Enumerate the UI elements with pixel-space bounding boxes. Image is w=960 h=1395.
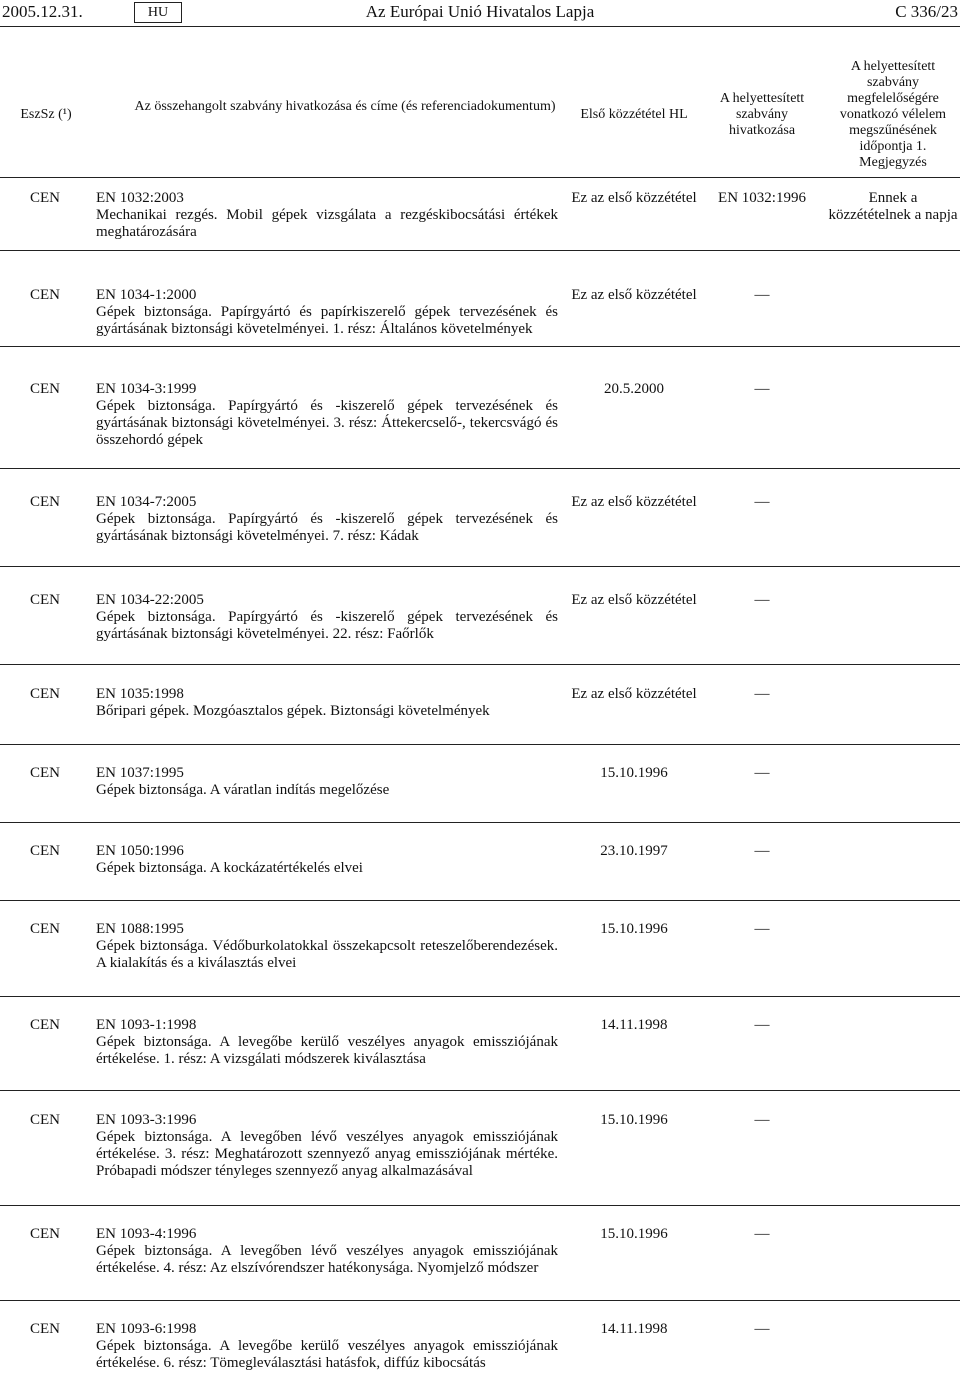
first-publication-cell: 15.10.1996: [600, 921, 668, 937]
reference-cell: [96, 1112, 558, 1180]
publication-date: 2005.12.31.: [2, 2, 83, 21]
reference-cell: [96, 287, 558, 338]
row-separator: [0, 1205, 960, 1206]
superseded-standard-cell: —: [754, 921, 770, 937]
organisation-cell: CEN: [30, 494, 60, 510]
organisation-cell: CEN: [30, 381, 60, 397]
superseded-standard-cell: —: [754, 1226, 770, 1242]
standard-number: EN 1088:1995: [96, 921, 184, 937]
row-separator: [0, 900, 960, 901]
standard-title: Gépek biztonsága. A levegőbe kerülő veszélyes anyagok emissziójának értékelése. 6. rész: Tömegleválasztási hatásfok, diffúz kibocsátás: [96, 1338, 558, 1371]
superseded-standard-cell: —: [754, 381, 770, 397]
first-publication-cell: Ez az első közzététel: [571, 287, 697, 303]
standard-title: Gépek biztonsága. A levegőben lévő veszélyes anyagok emissziójának értékelése. 3. rész: Meghatározott szennyező anyag emissziójának mértéke. Próbapadi módszer tényleges szennyező anyag alkalmazásával: [96, 1129, 558, 1179]
standard-title: Gépek biztonsága. A kockázatértékelés elvei: [96, 860, 363, 876]
standard-number: EN 1093-3:1996: [96, 1112, 197, 1128]
reference-cell: [96, 1017, 558, 1068]
row-separator: [0, 664, 960, 665]
standard-title: Gépek biztonsága. A levegőbe kerülő veszélyes anyagok emissziójának értékelése. 1. rész: A vizsgálati módszerek kiválasztása: [96, 1034, 558, 1067]
row-separator: [0, 1090, 960, 1091]
standard-title: Gépek biztonsága. Papírgyártó és -kiszerelő gépek tervezésének és gyártásának biztonsági követelményei. 22. rész: Faőrlők: [96, 609, 558, 642]
standard-number: EN 1032:2003: [96, 190, 184, 206]
reference-cell: [96, 494, 558, 545]
row-separator: [0, 250, 960, 251]
first-publication-cell: 23.10.1997: [600, 843, 668, 859]
organisation-cell: CEN: [30, 1321, 60, 1337]
superseded-standard-cell: EN 1032:1996: [718, 190, 806, 206]
standard-number: EN 1093-4:1996: [96, 1226, 197, 1242]
reference-cell: [96, 1226, 558, 1277]
superseded-standard-cell: —: [754, 1321, 770, 1337]
standard-number: EN 1034-22:2005: [96, 592, 204, 608]
row-separator: [0, 468, 960, 469]
first-publication-cell: 15.10.1996: [600, 765, 668, 781]
organisation-cell: CEN: [30, 1017, 60, 1033]
column-header-reference: Az összehangolt szabvány hivatkozása és címe (és referenciadokumentum): [134, 99, 556, 114]
standard-title: Mechanikai rezgés. Mobil gépek vizsgálata a rezgéskibocsátási értékek meghatározására: [96, 207, 558, 240]
row-separator: [0, 346, 960, 347]
first-publication-cell: 15.10.1996: [600, 1226, 668, 1242]
standard-number: EN 1037:1995: [96, 765, 184, 781]
table-header-rule: [0, 177, 960, 178]
standard-title: Gépek biztonsága. Védőburkolatokkal összekapcsolt reteszelőberendezések. A kialakítás és a kiválasztás elvei: [96, 938, 558, 971]
journal-title: Az Európai Unió Hivatalos Lapja: [365, 2, 595, 21]
standard-title: Gépek biztonsága. A levegőben lévő veszélyes anyagok emissziójának értékelése. 4. rész: Az elszívórendszer hatékonysága. Nyomjelző módszer: [96, 1243, 558, 1276]
organisation-cell: CEN: [30, 843, 60, 859]
standard-title: Gépek biztonsága. Papírgyártó és -kiszerelő gépek tervezésének és gyártásának biztonsági követelményei. 7. rész: Kádak: [96, 511, 558, 544]
column-header-esz: EszSz (¹): [20, 107, 72, 122]
first-publication-cell: 15.10.1996: [600, 1112, 668, 1128]
row-separator: [0, 1300, 960, 1301]
row-separator: [0, 996, 960, 997]
cessation-date-cell: Ennek a közzétételnek a napja: [828, 190, 958, 223]
standard-number: EN 1050:1996: [96, 843, 184, 859]
reference-cell: [96, 592, 558, 643]
row-separator: [0, 744, 960, 745]
row-separator: [0, 822, 960, 823]
superseded-standard-cell: —: [754, 287, 770, 303]
standard-number: EN 1093-6:1998: [96, 1321, 197, 1337]
first-publication-cell: Ez az első közzététel: [571, 686, 697, 702]
standard-number: EN 1034-1:2000: [96, 287, 197, 303]
organisation-cell: CEN: [30, 190, 60, 206]
standard-number: EN 1035:1998: [96, 686, 184, 702]
standard-title: Bőripari gépek. Mozgóasztalos gépek. Biztonsági követelmények: [96, 703, 490, 719]
superseded-standard-cell: —: [754, 843, 770, 859]
reference-cell: [96, 686, 558, 720]
row-separator: [0, 566, 960, 567]
reference-cell: [96, 765, 558, 799]
reference-cell: [96, 190, 558, 241]
column-header-superseded-standard: A helyettesített szabvány hivatkozása: [719, 91, 805, 138]
first-publication-cell: 14.11.1998: [600, 1321, 668, 1337]
first-publication-cell: Ez az első közzététel: [571, 190, 697, 206]
column-header-first-publication: Első közzététel HL: [580, 107, 688, 122]
organisation-cell: CEN: [30, 1112, 60, 1128]
superseded-standard-cell: —: [754, 592, 770, 608]
first-publication-cell: 14.11.1998: [600, 1017, 668, 1033]
organisation-cell: CEN: [30, 765, 60, 781]
first-publication-cell: Ez az első közzététel: [571, 494, 697, 510]
organisation-cell: CEN: [30, 592, 60, 608]
superseded-standard-cell: —: [754, 686, 770, 702]
reference-cell: [96, 1321, 558, 1372]
page-number: C 336/23: [895, 2, 958, 21]
reference-cell: [96, 843, 558, 877]
organisation-cell: CEN: [30, 921, 60, 937]
standard-number: EN 1034-7:2005: [96, 494, 197, 510]
standard-title: Gépek biztonsága. Papírgyártó és -kiszerelő gépek tervezésének és gyártásának biztonsági követelményei. 3. rész: Áttekercselő-, tekercsvágó és összehordó gépek: [96, 398, 558, 448]
organisation-cell: CEN: [30, 287, 60, 303]
reference-cell: [96, 921, 558, 972]
organisation-cell: CEN: [30, 686, 60, 702]
language-badge: HU: [134, 2, 182, 23]
first-publication-cell: 20.5.2000: [604, 381, 664, 397]
standard-number: EN 1093-1:1998: [96, 1017, 197, 1033]
standard-title: Gépek biztonsága. A váratlan indítás megelőzése: [96, 782, 390, 798]
organisation-cell: CEN: [30, 1226, 60, 1242]
standard-number: EN 1034-3:1999: [96, 381, 197, 397]
column-header-cessation-date: A helyettesített szabvány megfelelőségére vonatkozó vélelem megszűnésének időpontja 1. Megjegyzés: [839, 59, 947, 170]
standard-title: Gépek biztonsága. Papírgyártó és papírkiszerelő gépek tervezésének és gyártásának biztonsági követelményei. 1. rész: Általános követelmények: [96, 304, 558, 337]
superseded-standard-cell: —: [754, 494, 770, 510]
superseded-standard-cell: —: [754, 1017, 770, 1033]
first-publication-cell: Ez az első közzététel: [571, 592, 697, 608]
reference-cell: [96, 381, 558, 449]
superseded-standard-cell: —: [754, 1112, 770, 1128]
superseded-standard-cell: —: [754, 765, 770, 781]
page-header: [0, 0, 960, 27]
